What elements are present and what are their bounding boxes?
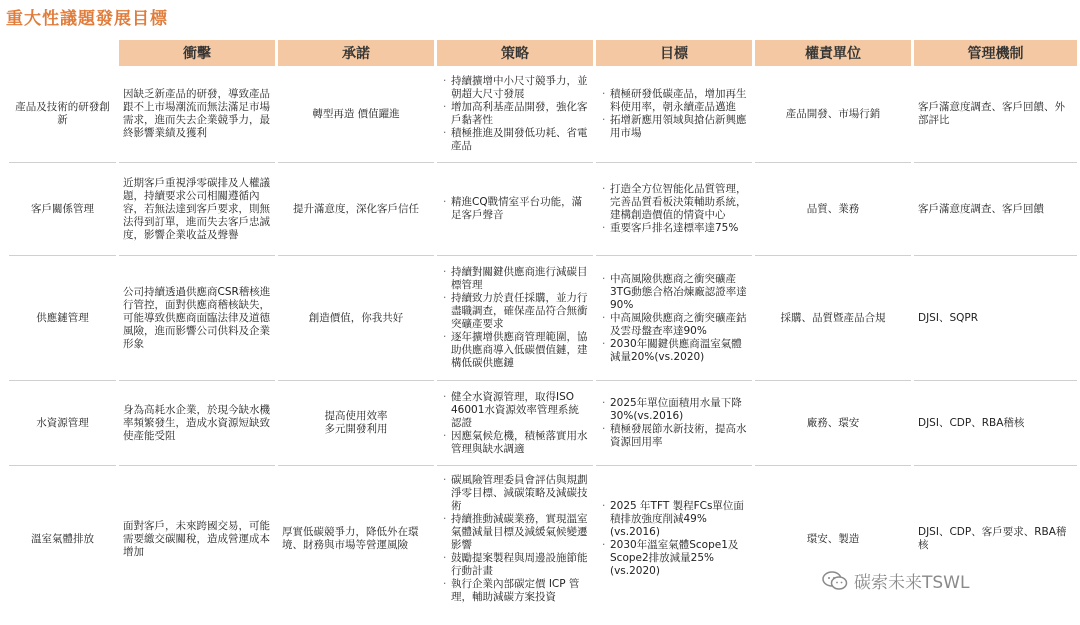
row-topic: 水資源管理 <box>9 381 116 466</box>
table-row <box>9 256 1077 381</box>
impact-cell: 近期客戶重視淨零碳排及人權議題，持續要求公司相關遵循內容，若無法達到客戶要求，則無法得到訂單，進而失去客戶忠誠度，影響企業收益及聲譽 <box>119 163 275 256</box>
header-blank <box>9 40 116 66</box>
row-topic: 溫室氣體排放 <box>31 532 94 545</box>
strategy-cell <box>437 163 593 256</box>
targets-cell <box>596 66 752 163</box>
mechanism-cell: 客戶滿意度調查、客戶回饋、外部評比 <box>914 66 1077 163</box>
header-commitment: 承諾 <box>278 40 434 66</box>
commitment-cell: 轉型再造 價值躍進 <box>278 66 434 163</box>
strategy-cell <box>437 466 593 612</box>
table-row <box>9 381 1077 466</box>
header-mechanism: 管理機制 <box>914 40 1077 66</box>
strategy-item: · 積極推進及開發低功耗、省電產品 <box>451 127 589 153</box>
goals-table <box>6 40 1080 612</box>
table-row <box>9 163 1077 256</box>
unit-cell: 產品開發、市場行銷 <box>755 66 911 163</box>
header-unit: 權責單位 <box>755 40 911 66</box>
impact-cell: 公司持續透過供應商CSR稽核進行管控，面對供應商稽核缺失，可能導致供應商面臨法律及道德風險，進而影響公司供料及企業形象 <box>119 256 275 381</box>
impact-cell: 因缺乏新產品的研發，導致產品跟不上市場潮流而無法滿足市場需求，進而失去企業競爭力，最終影響業績及獲利 <box>119 66 275 163</box>
strategy-cell <box>437 66 593 163</box>
unit-cell: 廠務、環安 <box>755 381 911 466</box>
target-item: · 2030年溫室氣體Scope1及Scope2排放減量25% (vs.2020) <box>610 539 748 578</box>
commitment-cell: 提高使用效率 多元開發利用 <box>278 381 434 466</box>
strategy-item: · 持續擴增中小尺寸競爭力，並朝超大尺寸發展 <box>451 75 589 101</box>
target-item: · 拓增新應用領域與搶佔新興應用市場 <box>610 114 748 140</box>
mechanism-cell: DJSI、CDP、RBA稽核 <box>914 381 1077 466</box>
commitment-cell: 厚實低碳競爭力，降低外在環境、財務與市場等營運風險 <box>282 526 419 551</box>
row-topic: 客戶關係管理 <box>9 163 116 256</box>
strategy-item: · 持續推動減碳業務，實現溫室氣體減量目標及減緩氣候變遷影響 <box>451 513 589 552</box>
target-item: · 2025年單位面積用水量下降30%(vs.2016) <box>610 397 748 423</box>
wechat-icon <box>822 571 848 591</box>
target-item: · 積極發展節水新技術，提高水資源回用率 <box>610 423 748 449</box>
strategy-cell <box>437 256 593 381</box>
target-item: · 2025 年TFT 製程FCs單位面積排放強度削減49%(vs.2016) <box>610 500 748 539</box>
target-item: · 積極研發低碳產品，增加再生料使用率，朝永續產品邁進 <box>610 88 748 114</box>
commitment-cell: 提升滿意度，深化客戶信任 <box>278 163 434 256</box>
strategy-item: · 碳風險管理委員會評估與規劃淨零目標、減碳策略及減碳技術 <box>451 474 589 513</box>
mechanism-cell: DJSI、CDP、客戶要求、RBA稽核 <box>918 526 1067 551</box>
targets-cell <box>596 381 752 466</box>
header-row <box>9 40 1077 66</box>
target-item: · 打造全方位智能化品質管理，完善品質看板決策輔助系統，建構創造價值的情資中心 <box>610 183 748 222</box>
strategy-item: · 執行企業內部碳定價 ICP 管理，輔助減碳方案投資 <box>451 578 589 604</box>
unit-cell: 採購、品質暨產品合規 <box>755 256 911 381</box>
header-impact: 衝擊 <box>119 40 275 66</box>
targets-cell <box>596 163 752 256</box>
target-item: · 2030年關鍵供應商溫室氣體減量20%(vs.2020) <box>610 338 748 364</box>
strategy-item: · 精進CQ戰情室平台功能，滿足客戶聲音 <box>451 196 589 222</box>
page-title: 重大性議題發展目標 <box>6 9 168 29</box>
strategy-item: · 健全水資源管理，取得ISO 46001水資源效率管理系統認證 <box>451 391 589 430</box>
targets-cell <box>596 256 752 381</box>
header-targets: 目標 <box>596 40 752 66</box>
strategy-item: · 逐年擴增供應商管理範圍，協助供應商導入低碳價值鏈，建構低碳供應鏈 <box>451 331 589 370</box>
watermark <box>822 568 969 593</box>
row-topic: 供應鏈管理 <box>9 256 116 381</box>
mechanism-cell: DJSI、SQPR <box>914 256 1077 381</box>
strategy-item: · 鼓勵提案製程與周邊設施節能行動計畫 <box>451 552 589 578</box>
targets-cell <box>596 466 752 612</box>
unit-cell: 環安、製造 <box>806 532 860 545</box>
impact-cell: 面對客戶，未來跨國交易，可能需要繳交碳關稅，造成營運成本增加 <box>123 519 270 558</box>
strategy-item: · 持續對關鍵供應商進行減碳目標管理 <box>451 266 589 292</box>
header-strategy: 策略 <box>437 40 593 66</box>
target-item: · 中高風險供應商之衝突礦產鈷及雲母盤查率達90% <box>610 312 748 338</box>
row-topic: 產品及技術的研發創新 <box>9 66 116 163</box>
table-row <box>9 66 1077 163</box>
strategy-cell <box>437 381 593 466</box>
target-item: · 重要客戶排名達標率達75% <box>610 222 748 235</box>
strategy-item: · 因應氣候危機，積極落實用水管理與缺水調適 <box>451 430 589 456</box>
unit-cell: 品質、業務 <box>755 163 911 256</box>
mechanism-cell: 客戶滿意度調查、客戶回饋 <box>914 163 1077 256</box>
target-item: · 中高風險供應商之衝突礦產3TG動態合格冶煉廠認證率達90% <box>610 273 748 312</box>
impact-cell: 身為高耗水企業，於現今缺水機率頻繁發生，造成水資源短缺致使產能受阻 <box>119 381 275 466</box>
commitment-cell: 創造價值，你我共好 <box>278 256 434 381</box>
strategy-item: · 持續致力於責任採購，並力行盡職調查，確保產品符合無衝突礦產要求 <box>451 292 589 331</box>
strategy-item: · 增加高利基產品開發，強化客戶黏著性 <box>451 101 589 127</box>
watermark-text: 碳索未来TSWL <box>854 573 970 593</box>
